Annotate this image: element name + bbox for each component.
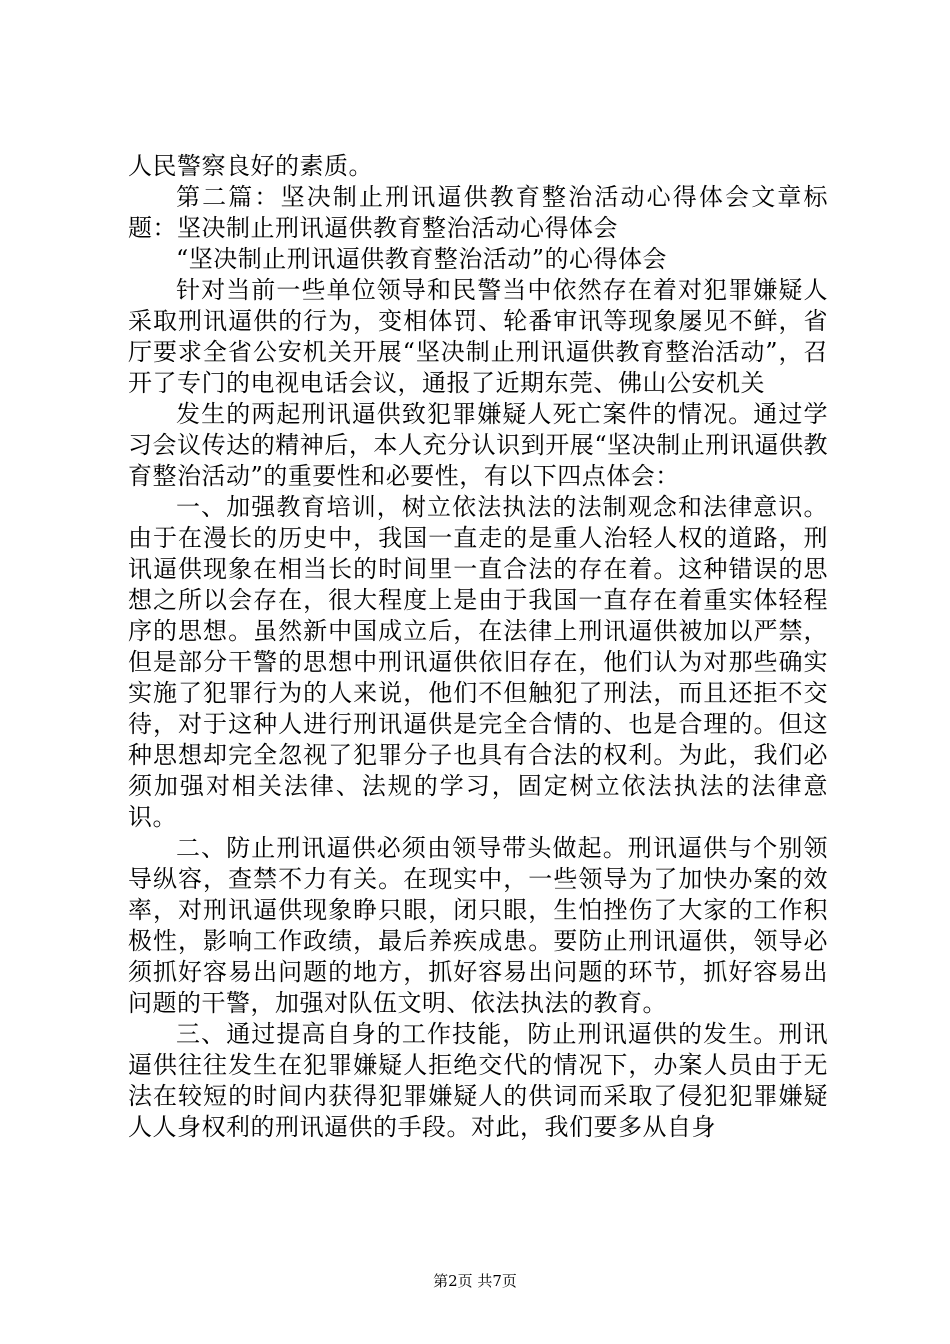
paragraph-7: 二、防止刑讯逼供必须由领导带头做起。刑讯逼供与个别领导纵容，查禁不力有关。在现实中，一些领导为了加快办案的效率，对刑讯逼供现象睁只眼，闭只眼，生怕挫伤了大家的工作积极性，影响工作政绩，最后养疾成患。要防止刑讯逼供，领导必须抓好容易出问题的地方，抓好容易出问题的环节，抓好容易出问题的干警，加强对队伍文明、依法执法的教育。 xyxy=(128,834,828,1017)
paragraph-1: 人民警察良好的素质。 xyxy=(128,152,373,180)
page-number-footer: 第2页 共7页 xyxy=(433,1272,517,1290)
paragraph-3: “坚决制止刑讯逼供教育整治活动”的心得体会 xyxy=(176,245,668,273)
paragraph-6: 一、加强教育培训，树立依法执法的法制观念和法律意识。由于在漫长的历史中，我国一直走的是重人治轻人权的道路，刑讯逼供现象在相当长的时间里一直合法的存在着。这种错误的思想之所以会存在，很大程度上是由于我国一直存在着重实体轻程序的思想。虽然新中国成立后，在法律上刑讯逼供被加以严禁，但是部分干警的思想中刑讯逼供依旧存在，他们认为对那些确实实施了犯罪行为的人来说，他们不但触犯了刑法，而且还拒不交待，对于这种人进行刑讯逼供是完全合情的、也是合理的。但这种思想却完全忽视了犯罪分子也具有合法的权利。为此，我们必须加强对相关法律、法规的学习，固定树立依法执法的法律意识。 xyxy=(128,493,828,831)
document-body xyxy=(128,151,828,1143)
paragraph-8: 三、通过提高自身的工作技能，防止刑讯逼供的发生。刑讯逼供往往发生在犯罪嫌疑人拒绝交代的情况下，办案人员由于无法在较短的时间内获得犯罪嫌疑人的供词而采取了侵犯犯罪嫌疑人人身权利的刑讯逼供的手段。对此，我们要多从自身 xyxy=(128,1020,828,1141)
paragraph-5: 发生的两起刑讯逼供致犯罪嫌疑人死亡案件的情况。通过学习会议传达的精神后，本人充分认识到开展“坚决制止刑讯逼供教育整治活动”的重要性和必要性，有以下四点体会： xyxy=(128,400,828,490)
paragraph-2: 第二篇：坚决制止刑讯逼供教育整治活动心得体会文章标题：坚决制止刑讯逼供教育整治活动心得体会 xyxy=(128,183,828,242)
paragraph-4: 针对当前一些单位领导和民警当中依然存在着对犯罪嫌疑人采取刑讯逼供的行为，变相体罚、轮番审讯等现象屡见不鲜，省厅要求全省公安机关开展“坚决制止刑讯逼供教育整治活动”，召开了专门的电视电话会议，通报了近期东莞、佛山公安机关 xyxy=(128,276,828,397)
